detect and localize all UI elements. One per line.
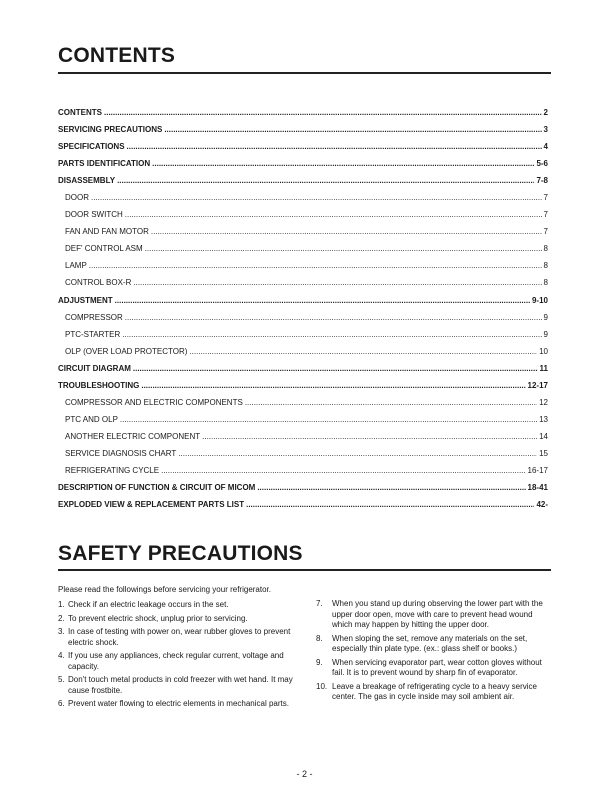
toc-entry — [58, 260, 548, 277]
toc-entry-label: DOOR — [65, 193, 89, 203]
toc-entry-label: SERVICING PRECAUTIONS — [58, 125, 163, 135]
toc-entry-label: ADJUSTMENT — [58, 295, 113, 305]
precaution-text: When you stand up during observing the lower part with the upper door open, move with care to prevent head wound which may happen by hitting the upper door. — [332, 599, 543, 629]
toc-entry-page: 3 — [543, 125, 548, 135]
toc-dot-leader — [145, 243, 542, 255]
toc-entry-page: 4 — [543, 142, 548, 152]
toc-entry-page: 7 — [543, 210, 548, 220]
precaution-item — [58, 614, 303, 625]
toc-entry-page: 13 — [539, 414, 548, 424]
toc-entry-page: 11 — [539, 363, 548, 373]
toc-dot-leader — [122, 329, 541, 341]
table-of-contents — [58, 107, 548, 516]
toc-entry-label: SERVICE DIAGNOSIS CHART — [65, 448, 177, 458]
precaution-text: To prevent electric shock, unplug prior to servicing. — [68, 613, 248, 623]
safety-intro: Please read the followings before servicing your refrigerator. — [58, 585, 271, 594]
toc-dot-leader — [120, 414, 537, 426]
precaution-item — [58, 600, 303, 611]
toc-entry-page: 7-8 — [536, 176, 548, 186]
precaution-text: When servicing evaporator part, wear cotton gloves without fail. It is to prevent wound by sharp fin of evaporator. — [332, 657, 542, 677]
toc-entry-page: 12 — [539, 397, 548, 407]
toc-entry-page: 7 — [543, 227, 548, 237]
precaution-number: 1. — [58, 600, 65, 609]
precaution-number: 10. — [316, 681, 328, 691]
toc-dot-leader — [89, 260, 542, 272]
toc-entry-page: 9-10 — [531, 295, 548, 305]
toc-entry-label: DESCRIPTION OF FUNCTION & CIRCUIT OF MICOM — [58, 483, 256, 493]
precaution-number: 4. — [58, 651, 65, 660]
toc-entry — [58, 312, 548, 329]
precaution-number: 5. — [58, 675, 65, 684]
precaution-number: 6. — [58, 699, 65, 708]
precaution-text: Check if an electric leakage occurs in the set. — [68, 600, 229, 609]
toc-entry-label: PTC AND OLP — [65, 414, 118, 424]
toc-entry — [58, 465, 548, 482]
toc-entry — [58, 482, 548, 499]
toc-entry-label: OLP (OVER LOAD PROTECTOR) — [65, 346, 188, 356]
precaution-number: 8. — [316, 633, 323, 643]
toc-entry-label: FAN AND FAN MOTOR — [65, 227, 149, 237]
toc-dot-leader — [133, 277, 541, 289]
precaution-number: 7. — [316, 599, 323, 608]
precaution-item — [58, 675, 303, 696]
toc-dot-leader — [189, 346, 537, 358]
toc-entry — [58, 448, 548, 465]
toc-entry-label: CONTROL BOX-R — [65, 278, 132, 288]
toc-entry-label: COMPRESSOR — [65, 312, 123, 322]
toc-entry — [58, 209, 548, 226]
toc-dot-leader — [127, 141, 542, 153]
precaution-item — [316, 682, 554, 703]
precaution-number: 9. — [316, 657, 323, 667]
toc-entry — [58, 158, 548, 175]
precaution-number: 2. — [58, 613, 65, 623]
toc-entry-page: 8 — [543, 261, 548, 271]
toc-dot-leader — [125, 209, 542, 221]
toc-entry-page: 42- — [536, 500, 548, 510]
toc-dot-leader — [117, 175, 534, 187]
precaution-item — [58, 651, 303, 672]
toc-dot-leader — [202, 431, 537, 443]
toc-dot-leader — [178, 448, 537, 460]
toc-entry-label: LAMP — [65, 261, 87, 271]
toc-entry-label: EXPLODED VIEW & REPLACEMENT PARTS LIST — [58, 500, 245, 510]
toc-entry — [58, 295, 548, 312]
precaution-text: When sloping the set, remove any materials on the set, especially thin plate type. (ex.: glass shelf or books.) — [332, 633, 528, 653]
toc-entry — [58, 397, 548, 414]
toc-entry-page: 5-6 — [536, 159, 548, 169]
toc-entry — [58, 192, 548, 209]
contents-title: CONTENTS — [58, 44, 176, 67]
precaution-item — [316, 658, 554, 679]
toc-entry-label: COMPRESSOR AND ELECTRIC COMPONENTS — [65, 397, 243, 407]
toc-entry-page: 16-17 — [527, 465, 548, 475]
precaution-text: In case of testing with power on, wear rubber gloves to prevent electric shock. — [68, 627, 291, 647]
precaution-text: Prevent water flowing to electric elements in mechanical parts. — [68, 699, 289, 708]
toc-entry — [58, 363, 548, 380]
precaution-item — [316, 634, 554, 655]
precaution-text: If you use any appliances, check regular current, voltage and capacity. — [68, 651, 284, 671]
toc-entry — [58, 329, 548, 346]
contents-title-rule — [58, 72, 551, 74]
toc-entry — [58, 226, 548, 243]
precaution-item — [316, 599, 554, 631]
toc-entry-page: 8 — [543, 278, 548, 288]
toc-dot-leader — [133, 363, 538, 375]
precautions-list-right — [316, 599, 554, 706]
safety-title-rule — [58, 569, 551, 571]
toc-entry-label: PTC-STARTER — [65, 329, 121, 339]
toc-entry — [58, 346, 548, 363]
toc-dot-leader — [152, 158, 534, 170]
toc-dot-leader — [161, 465, 525, 477]
toc-entry-page: 14 — [539, 431, 548, 441]
toc-entry — [58, 243, 548, 260]
toc-entry — [58, 380, 548, 397]
toc-dot-leader — [115, 295, 530, 307]
toc-entry-label: DOOR SWITCH — [65, 210, 123, 220]
toc-entry — [58, 499, 548, 516]
toc-entry — [58, 431, 548, 448]
toc-dot-leader — [141, 380, 525, 392]
toc-dot-leader — [164, 124, 541, 136]
precautions-list-left — [58, 600, 303, 713]
toc-entry — [58, 141, 548, 158]
toc-entry-page: 9 — [543, 329, 548, 339]
toc-entry-label: CIRCUIT DIAGRAM — [58, 363, 131, 373]
toc-entry-label: DEF' CONTROL ASM — [65, 244, 143, 254]
toc-entry — [58, 414, 548, 431]
safety-title: SAFETY PRECAUTIONS — [58, 542, 303, 565]
toc-dot-leader — [246, 499, 534, 511]
toc-dot-leader — [91, 192, 542, 204]
toc-dot-leader — [125, 312, 542, 324]
toc-entry — [58, 277, 548, 294]
toc-entry-page: 9 — [543, 312, 548, 322]
toc-dot-leader — [104, 107, 542, 119]
toc-entry-label: CONTENTS — [58, 108, 102, 117]
toc-entry-label: PARTS IDENTIFICATION — [58, 159, 151, 169]
page-number: - 2 - — [296, 769, 313, 779]
toc-entry-page: 10 — [539, 346, 548, 356]
toc-entry-label: DISASSEMBLY — [58, 176, 116, 186]
toc-entry — [58, 124, 548, 141]
toc-entry — [58, 175, 548, 192]
precaution-text: Leave a breakage of refrigerating cycle to a heavy service center. The gas in cycle inside may soil ambient air. — [332, 681, 538, 701]
toc-entry-page: 8 — [543, 244, 548, 254]
toc-entry-page: 18-41 — [527, 483, 548, 493]
toc-dot-leader — [257, 482, 525, 494]
toc-entry — [58, 107, 548, 124]
toc-entry-label: ANOTHER ELECTRIC COMPONENT — [65, 431, 201, 441]
precaution-item — [58, 627, 303, 648]
toc-dot-leader — [245, 397, 537, 409]
toc-entry-page: 2 — [543, 108, 548, 117]
toc-entry-label: SPECIFICATIONS — [58, 142, 125, 152]
toc-entry-page: 12-17 — [527, 380, 548, 390]
toc-entry-label: TROUBLESHOOTING — [58, 380, 140, 390]
toc-entry-page: 7 — [543, 193, 548, 203]
toc-entry-label: REFRIGERATING CYCLE — [65, 465, 160, 475]
precaution-number: 3. — [58, 627, 65, 636]
precaution-text: Don't touch metal products in cold freezer with wet hand. It may cause frostbite. — [68, 675, 293, 695]
precaution-item — [58, 699, 303, 710]
toc-entry-page: 15 — [539, 448, 548, 458]
toc-dot-leader — [151, 226, 542, 238]
